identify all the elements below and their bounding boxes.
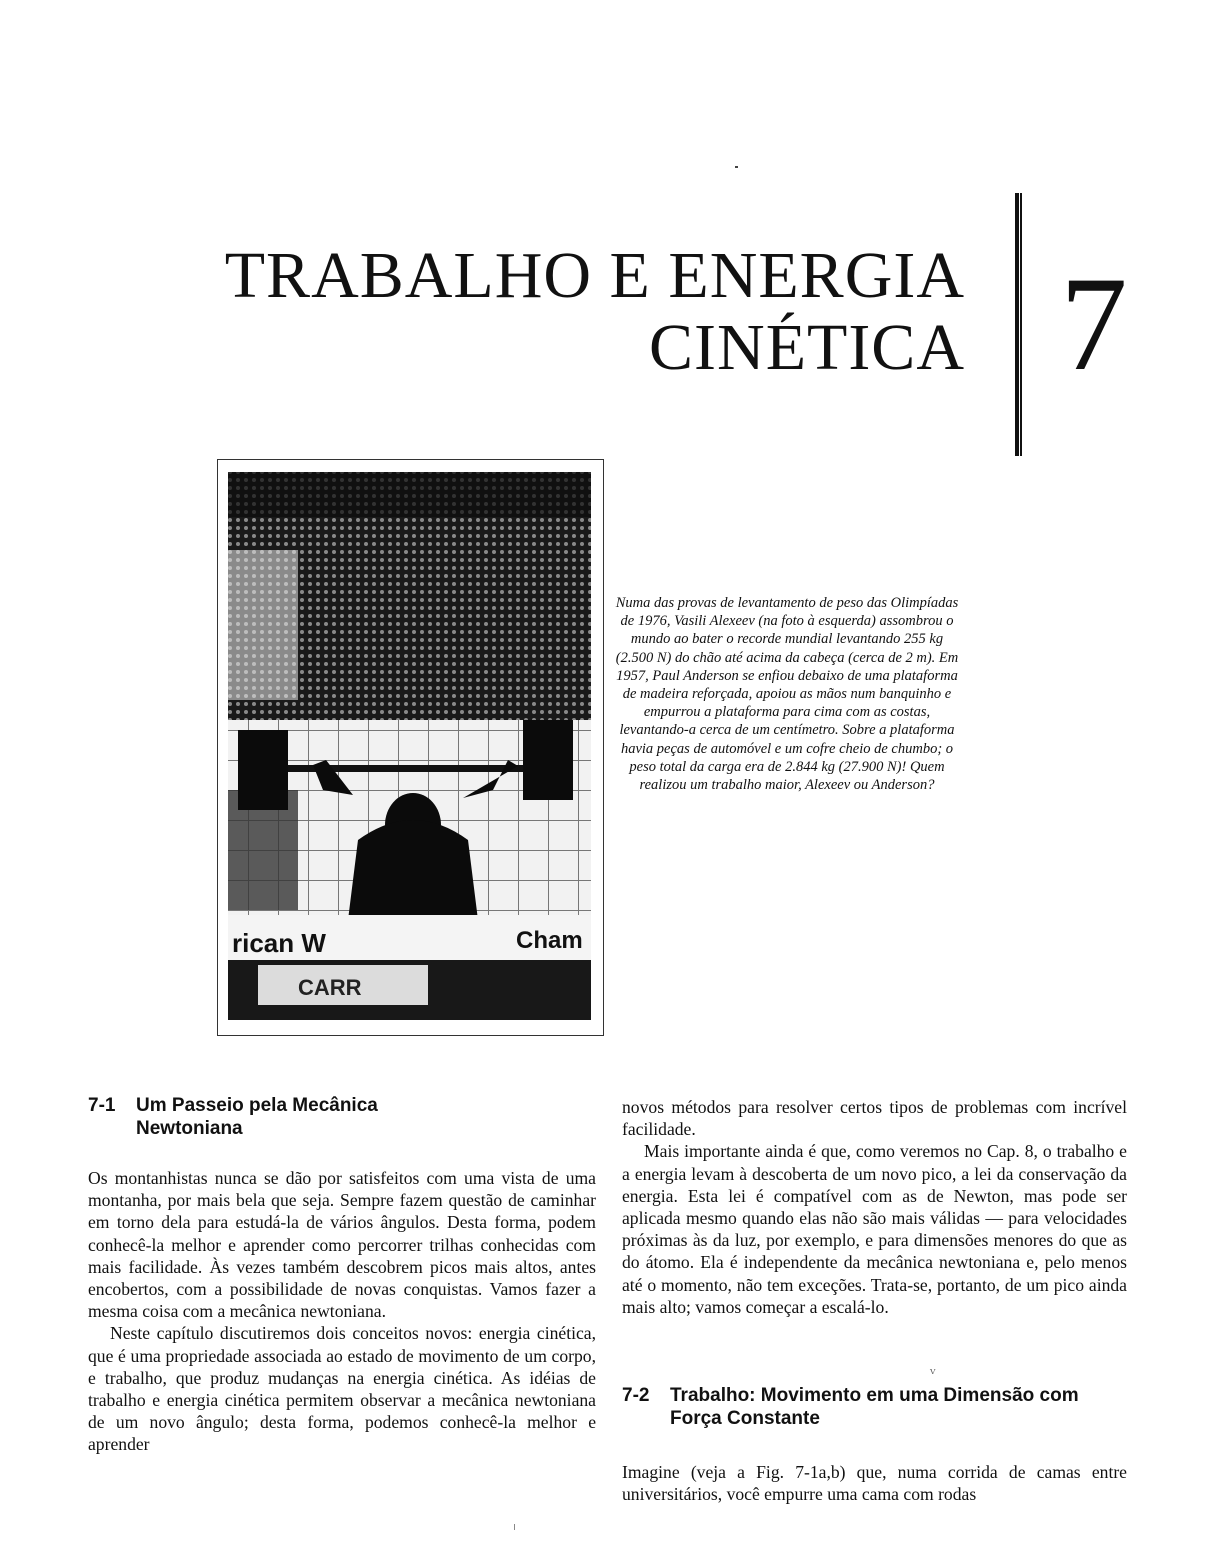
photo-sign-left: rican W xyxy=(232,928,326,958)
paragraph: Imagine (veja a Fig. 7-1a,b) que, numa corrida de camas entre universitários, você empurre uma cama com rodas xyxy=(622,1462,1127,1505)
paragraph: Os montanhistas nunca se dão por satisfeitos com uma vista de uma montanha, por mais bela que seja. Sempre fazem questão de caminhar em torno dela para estudá-la de vários ângulos. Desta forma, podem conhecê-la melhor e aprender como percorrer trilhas conhecidas com mais facilidade. Às vezes também descobrem picos mais altos, antes encobertos, com a possibilidade de novas conquistas. Vamos fazer a mesma coisa com a mecânica newtoniana. xyxy=(88,1168,596,1322)
weightlifter-photo xyxy=(217,459,604,1036)
section-7-2-heading xyxy=(622,1384,1127,1430)
chapter-title-line-2: CINÉTICA xyxy=(649,311,965,384)
section-7-1-title: Um Passeio pela Mecânica Newtoniana xyxy=(136,1095,378,1139)
chapter-title xyxy=(225,240,965,384)
section-7-2-number: 7-2 xyxy=(622,1385,650,1406)
section-7-2-title: Trabalho: Movimento em uma Dimensão com Força Constante xyxy=(670,1385,1079,1429)
chapter-number: 7 xyxy=(1060,250,1128,399)
print-speck xyxy=(735,166,738,168)
section-7-1-heading xyxy=(88,1094,508,1140)
left-column-text xyxy=(88,1167,596,1456)
right-column-text xyxy=(622,1096,1127,1318)
photo-board-text: CARR xyxy=(298,975,362,1000)
paragraph: Mais importante ainda é que, como veremos no Cap. 8, o trabalho e a energia levam à descoberta de um novo pico, a lei da conservação da energia. Esta lei é compatível com as de Newton, mas pode ser aplicada mesmo quando elas não são mais válidas — para velocidades próximas às da luz, por exemplo, e para dimensões menores do que as do átomo. Ela é independente da mecânica newtoniana e, pelo menos até o momento, não tem exceções. Trata-se, portanto, de um pico ainda mais alto; vamos começar a escalá-lo. xyxy=(622,1141,1127,1317)
paragraph: Neste capítulo discutiremos dois conceitos novos: energia cinética, que é uma propriedade associada ao estado de movimento de um corpo, e trabalho, que produz mudanças na energia cinética. As idéias de trabalho e energia cinética permitem observar a mecânica newtoniana de um novo ângulo; desta forma, podemos conhecê-la melhor e aprender xyxy=(88,1323,596,1455)
print-speck xyxy=(514,1524,515,1530)
chapter-divider-thick xyxy=(1015,193,1019,456)
section-7-1-number: 7-1 xyxy=(88,1095,116,1116)
photo-caption: Numa das provas de levantamento de peso das Olimpíadas de 1976, Vasili Alexeev (na foto à esquerda) assombrou o mundo ao bater o recorde mundial levantando 255 kg (2.500 N) do chão até acima da cabeça (cerca de 2 m). Em 1957, Paul Anderson se enfiou debaixo de uma plataforma de madeira reforçada, apoiou as mãos num banquinho e empurrou a plataforma para cima com as costas, levantando-a cerca de um centímetro. Sobre a plataforma havia peças de automóvel e um cofre cheio de chumbo; o peso total da carga era de 2.844 kg (27.900 N)! Quem realizou um trabalho maior, Alexeev ou Anderson? xyxy=(615,595,959,794)
paragraph: novos métodos para resolver certos tipos de problemas com incrível facilidade. xyxy=(622,1097,1127,1140)
photo-sign-right: Cham xyxy=(516,927,583,954)
handwritten-mark: ⱽ xyxy=(930,1367,936,1381)
chapter-divider-thin xyxy=(1020,193,1022,456)
chapter-title-line-1: TRABALHO E ENERGIA xyxy=(224,239,965,312)
section-7-2-text xyxy=(622,1461,1127,1505)
